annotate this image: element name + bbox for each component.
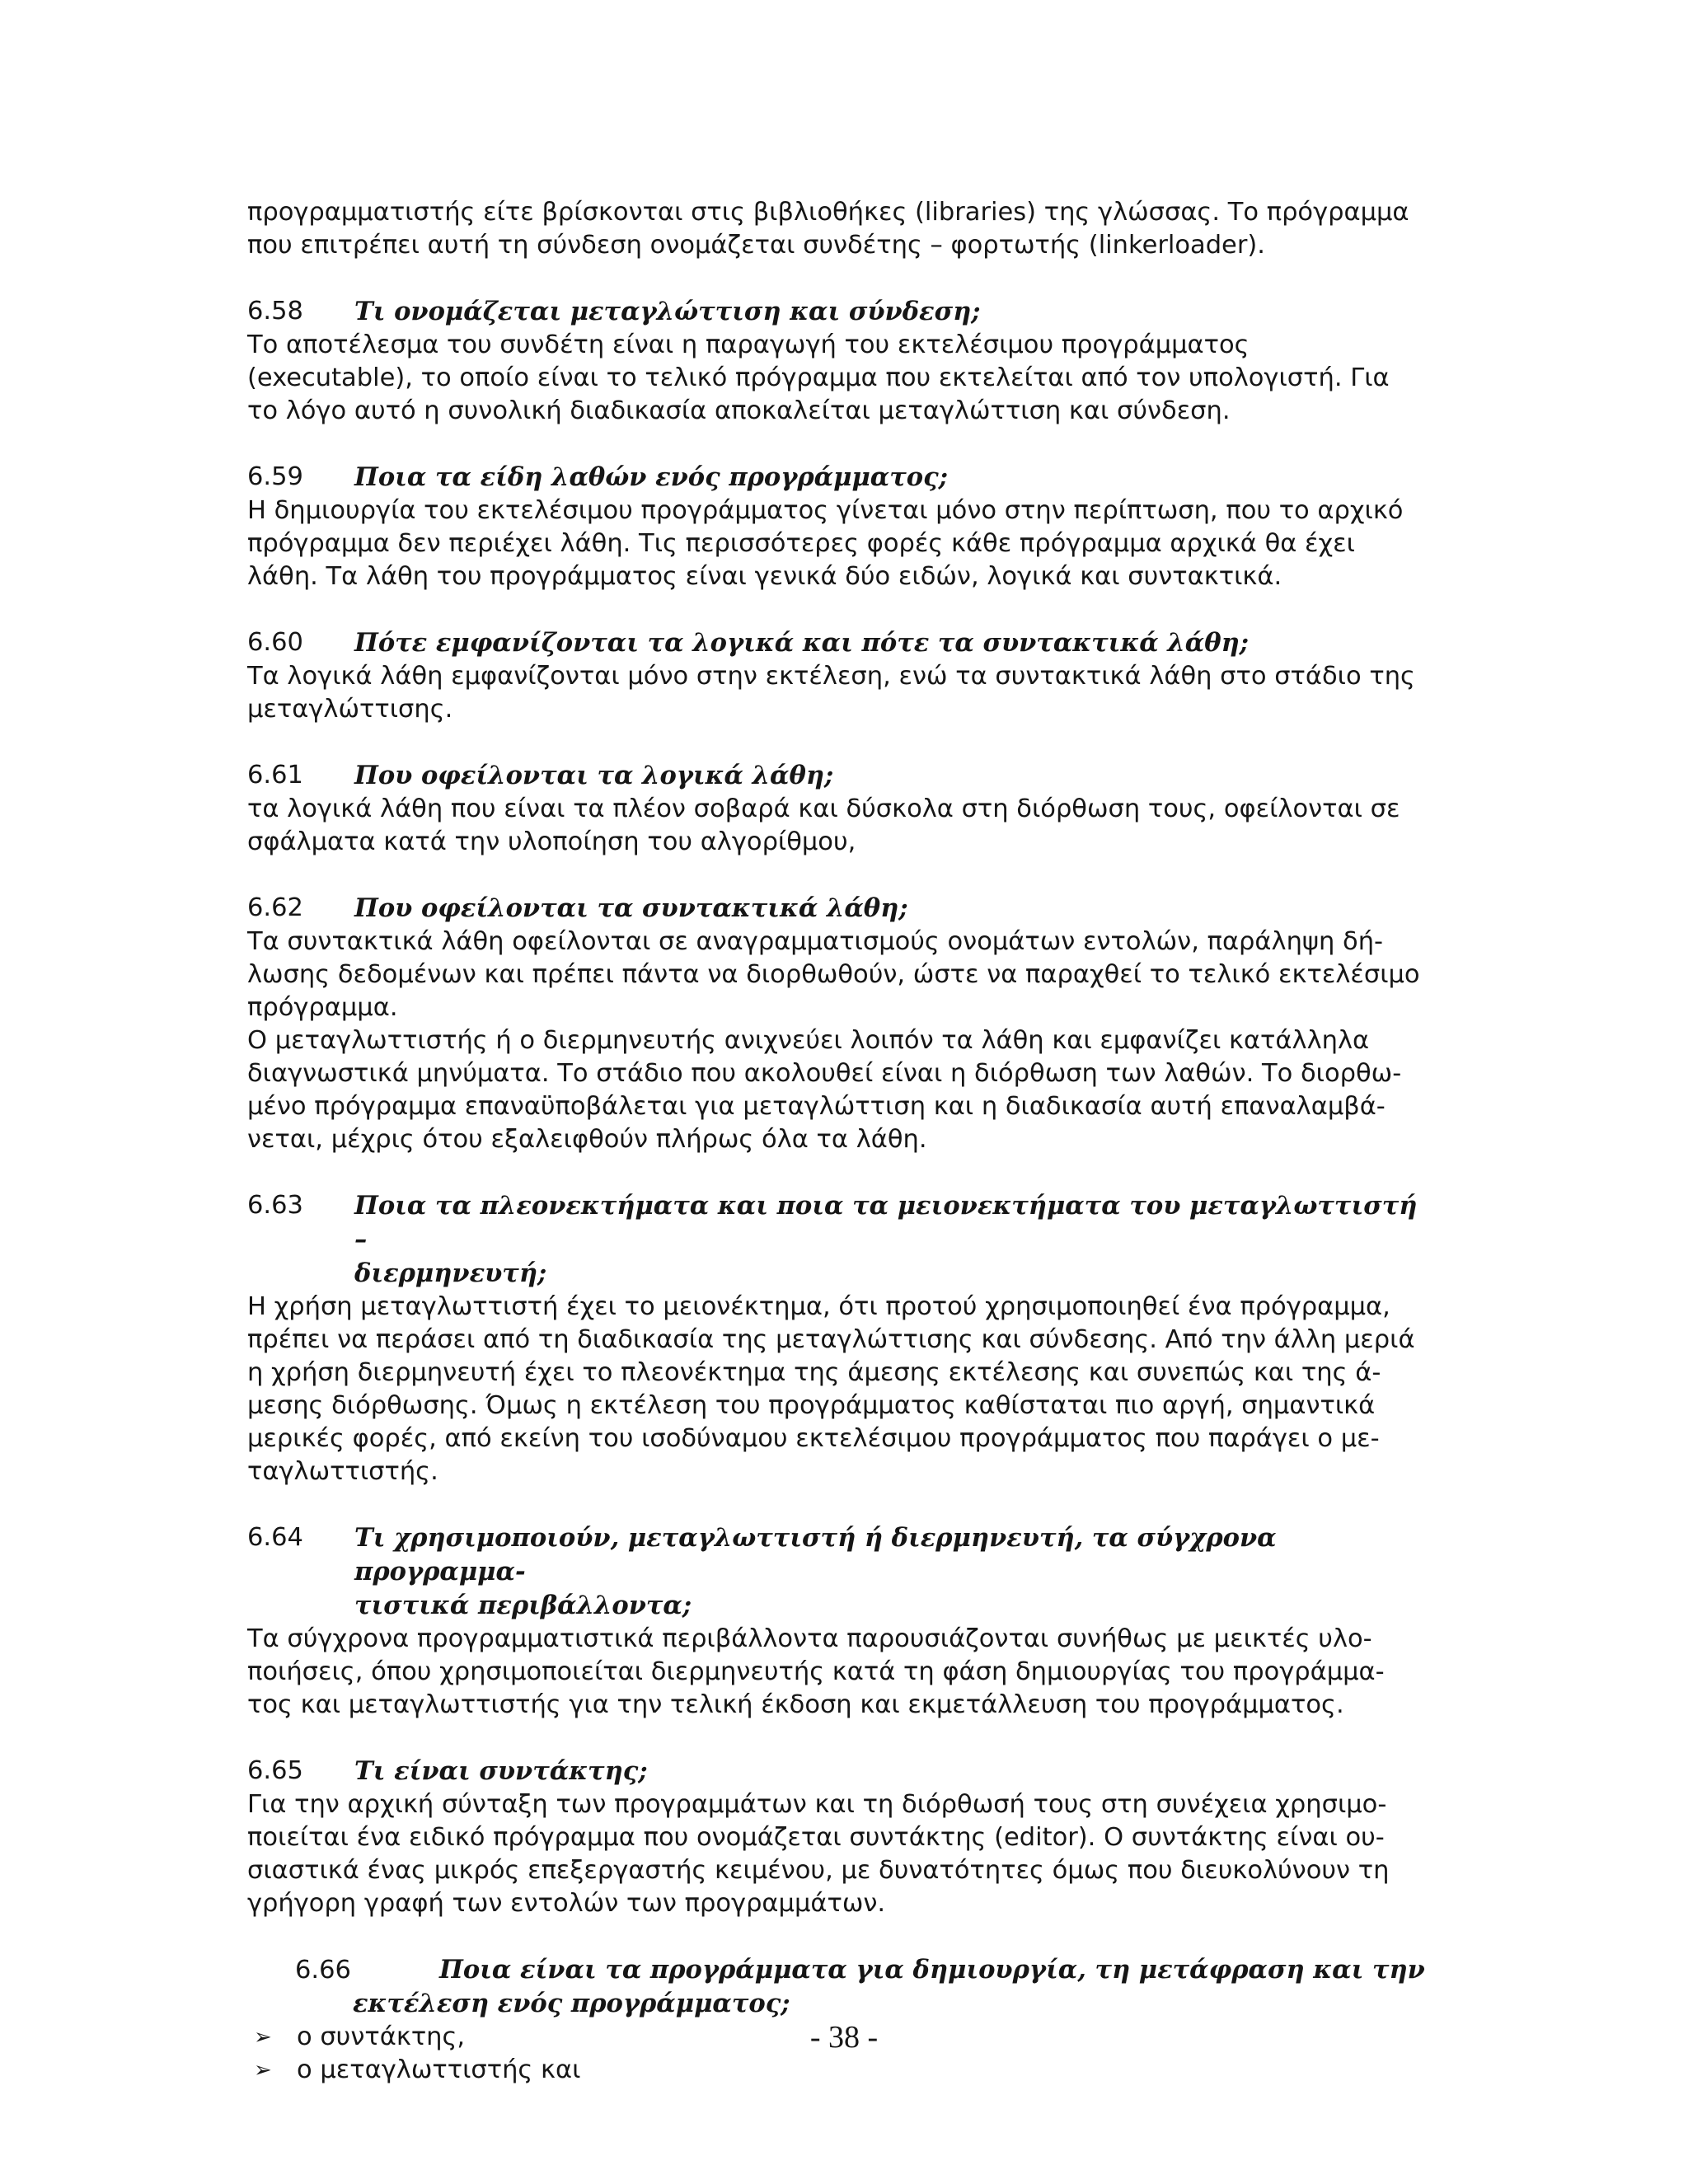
answer-line: λάθη. Τα λάθη του προγράμματος είναι γενικά δύο ειδών, λογικά και συντακτικά. bbox=[247, 562, 1282, 591]
question-title: Τι ονομάζεται μεταγλώττιση και σύνδεση; bbox=[354, 297, 981, 326]
question-title: Που οφείλονται τα συντακτικά λάθη; bbox=[354, 893, 908, 923]
question-title: Τι χρησιμοποιούν, μεταγλωττιστή ή διερμηνευτή, τα σύγχρονα προγραμμα- bbox=[354, 1523, 1277, 1586]
question-6-61 bbox=[247, 759, 1426, 793]
question-title: εκτέλεση ενός προγράμματος; bbox=[353, 1989, 790, 2018]
question-title: Ποια τα πλεονεκτήματα και ποια τα μειονεκτήματα του μεταγλωττιστή – bbox=[354, 1191, 1418, 1254]
answer-line: λωσης δεδομένων και πρέπει πάντα να διορθωθούν, ώστε να παραχθεί το τελικό εκτελέσιμο bbox=[247, 960, 1420, 989]
answer-line: μεσης διόρθωσης. Όμως η εκτέλεση του προγράμματος καθίσταται πιο αργή, σημαντικά bbox=[247, 1391, 1376, 1420]
question-title: τιστικά περιβάλλοντα; bbox=[354, 1591, 692, 1620]
answer-line: το λόγο αυτό η συνολική διαδικασία αποκαλείται μεταγλώττιση και σύνδεση. bbox=[247, 396, 1231, 425]
intro-line: που επιτρέπει αυτή τη σύνδεση ονομάζεται συνδέτης – φορτωτής (linkerloader). bbox=[247, 231, 1265, 260]
answer-line: σφάλματα κατά την υλοποίηση του αλγορίθμου, bbox=[247, 827, 856, 856]
question-6-59 bbox=[247, 461, 1426, 494]
question-title: Ποια είναι τα προγράμματα για δημιουργία, τη μετάφραση και την bbox=[439, 1955, 1425, 1985]
list-item-text: ο συντάκτης, bbox=[297, 2022, 466, 2051]
answer-line: Ο μεταγλωττιστής ή ο διερμηνευτής ανιχνεύει λοιπόν τα λάθη και εμφανίζει κατάλληλα bbox=[247, 1026, 1370, 1055]
answer-line: Η δημιουργία του εκτελέσιμου προγράμματος γίνεται μόνο στην περίπτωση, που το αρχικό bbox=[247, 496, 1404, 525]
question-6-65 bbox=[247, 1755, 1426, 1788]
answer-line: μένο πρόγραμμα επαναϋποβάλεται για μεταγλώττιση και η διαδικασία αυτή επαναλαμβά- bbox=[247, 1092, 1386, 1121]
page-number: - 38 - bbox=[809, 2020, 879, 2055]
answer-line: τα λογικά λάθη που είναι τα πλέον σοβαρά και δύσκολα στη διόρθωση τους, οφείλονται σε bbox=[247, 794, 1400, 823]
question-number: 6.62 bbox=[247, 893, 303, 922]
answer-6-61 bbox=[247, 793, 1426, 859]
answer-line: Η χρήση μεταγλωττιστή έχει το μειονέκτημα, ότι προτού χρησιμοποιηθεί ένα πρόγραμμα, bbox=[247, 1292, 1390, 1321]
question-number: 6.63 bbox=[247, 1191, 303, 1220]
question-number: 6.61 bbox=[247, 761, 303, 790]
answer-line: Τα συντακτικά λάθη οφείλονται σε αναγραμματισμούς ονομάτων εντολών, παράληψη δή- bbox=[247, 927, 1384, 956]
question-number: 6.60 bbox=[247, 628, 303, 657]
question-title: διερμηνευτή; bbox=[354, 1258, 547, 1288]
question-title: Ποια τα είδη λαθών ενός προγράμματος; bbox=[354, 462, 948, 492]
answer-6-62 bbox=[247, 926, 1426, 1156]
answer-line: τος και μεταγλωττιστής για την τελική έκδοση και εκμετάλλευση του προγράμματος. bbox=[247, 1690, 1344, 1719]
question-title: Που οφείλονται τα λογικά λάθη; bbox=[354, 761, 834, 790]
answer-line: μερικές φορές, από εκείνη του ισοδύναμου εκτελέσιμου προγράμματος που παράγει ο με- bbox=[247, 1424, 1380, 1453]
answer-6-64 bbox=[247, 1623, 1426, 1722]
question-title: Τι είναι συντάκτης; bbox=[354, 1756, 648, 1786]
answer-line: Για την αρχική σύνταξη των προγραμμάτων και τη διόρθωσή τους στη συνέχεια χρησιμο- bbox=[247, 1790, 1387, 1819]
answer-line: η χρήση διερμηνευτή έχει το πλεονέκτημα της άμεσης εκτέλεσης και συνεπώς και της ά- bbox=[247, 1358, 1381, 1387]
answer-line: (executable), το οποίο είναι το τελικό πρόγραμμα που εκτελείται από τον υπολογιστή. Για bbox=[247, 363, 1390, 392]
question-6-66 bbox=[295, 1953, 1426, 2021]
answer-line: Τα λογικά λάθη εμφανίζονται μόνο στην εκτέλεση, ενώ τα συντακτικά λάθη στο στάδιο της bbox=[247, 662, 1415, 691]
answer-line: πρόγραμμα. bbox=[247, 993, 398, 1022]
answer-line: νεται, μέχρις ότου εξαλειφθούν πλήρως όλα τα λάθη. bbox=[247, 1125, 927, 1154]
answer-line: ποιείται ένα ειδικό πρόγραμμα που ονομάζεται συντάκτης (editor). Ο συντάκτης είναι ου- bbox=[247, 1823, 1385, 1852]
answer-6-59 bbox=[247, 494, 1426, 593]
question-6-58 bbox=[247, 295, 1426, 329]
question-number: 6.58 bbox=[247, 297, 303, 326]
question-number: 6.66 bbox=[295, 1956, 351, 1985]
answer-line: Το αποτέλεσμα του συνδέτη είναι η παραγωγή του εκτελέσιμου προγράμματος bbox=[247, 330, 1250, 359]
page-content bbox=[247, 196, 1426, 2087]
answer-line: διαγνωστικά μηνύματα. Το στάδιο που ακολουθεί είναι η διόρθωση των λαθών. Το διορθω- bbox=[247, 1059, 1402, 1088]
answer-line: ταγλωττιστής. bbox=[247, 1457, 438, 1486]
question-number: 6.65 bbox=[247, 1756, 303, 1785]
answer-line: πρέπει να περάσει από τη διαδικασία της μεταγλώττισης και σύνδεσης. Από την άλλη μεριά bbox=[247, 1325, 1415, 1354]
intro-line: προγραμματιστής είτε βρίσκονται στις βιβλιοθήκες (libraries) της γλώσσας. Το πρόγραμμα bbox=[247, 198, 1409, 227]
question-number: 6.59 bbox=[247, 462, 303, 491]
answer-line: Τα σύγχρονα προγραμματιστικά περιβάλλοντα παρουσιάζονται συνήθως με μεικτές υλο- bbox=[247, 1624, 1372, 1653]
question-6-64 bbox=[247, 1521, 1426, 1623]
list-item-text: ο μεταγλωττιστής και bbox=[297, 2055, 581, 2084]
answer-line: πρόγραμμα δεν περιέχει λάθη. Τις περισσότερες φορές κάθε πρόγραμμα αρχικά θα έχει bbox=[247, 529, 1355, 558]
answer-line: γρήγορη γραφή των εντολών των προγραμμάτων. bbox=[247, 1889, 886, 1918]
answer-line: σιαστικά ένας μικρός επεξεργαστής κειμένου, με δυνατότητες όμως που διευκολύνουν τη bbox=[247, 1856, 1390, 1885]
arrow-bullet-icon: ➢ bbox=[254, 2058, 272, 2083]
answer-6-65 bbox=[247, 1788, 1426, 1920]
list-item bbox=[247, 2054, 1426, 2087]
answer-6-60 bbox=[247, 660, 1426, 726]
question-6-63 bbox=[247, 1189, 1426, 1291]
answer-6-58 bbox=[247, 329, 1426, 428]
intro-paragraph bbox=[247, 196, 1426, 262]
answer-6-63 bbox=[247, 1291, 1426, 1488]
arrow-bullet-icon: ➢ bbox=[254, 2025, 272, 2050]
answer-line: ποιήσεις, όπου χρησιμοποιείται διερμηνευτής κατά τη φάση δημιουργίας του προγράμμα- bbox=[247, 1657, 1385, 1686]
question-6-60 bbox=[247, 626, 1426, 660]
question-6-62 bbox=[247, 892, 1426, 926]
answer-line: μεταγλώττισης. bbox=[247, 695, 453, 724]
question-title: Πότε εμφανίζονται τα λογικά και πότε τα συντακτικά λάθη; bbox=[354, 628, 1250, 658]
question-number: 6.64 bbox=[247, 1523, 303, 1552]
